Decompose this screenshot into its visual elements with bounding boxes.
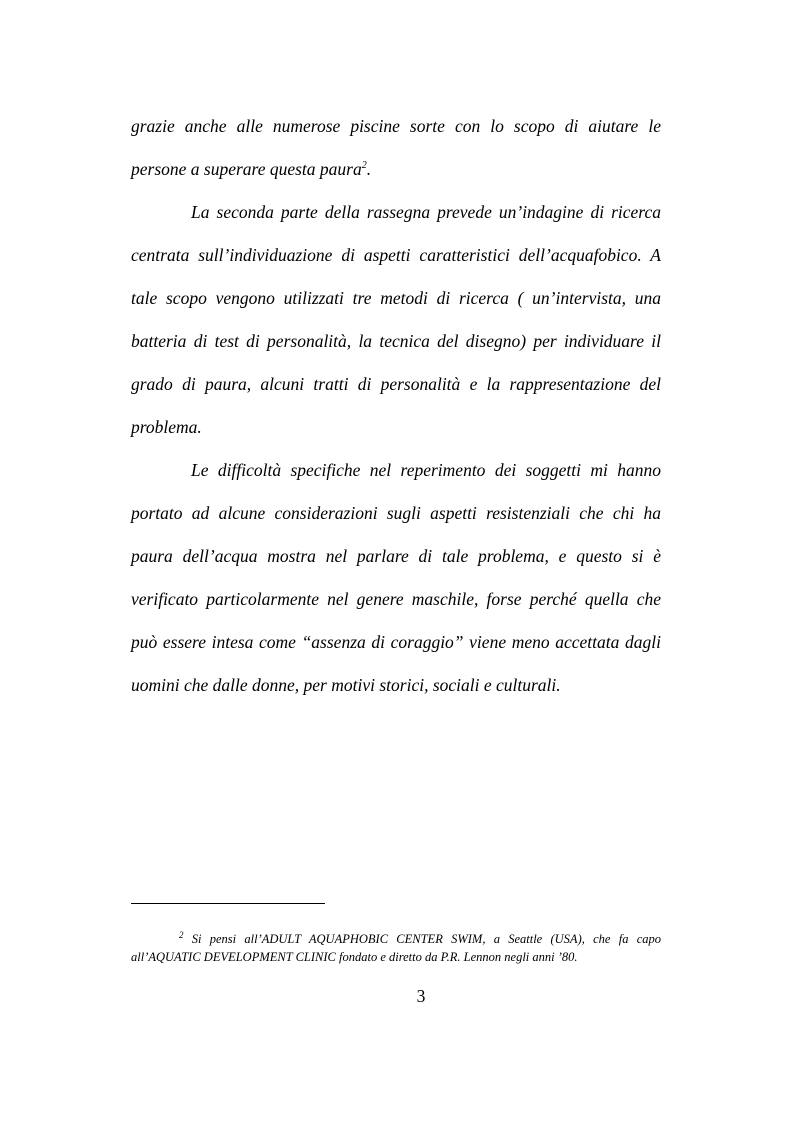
footnote-mark: 2 bbox=[179, 929, 184, 940]
footnote-separator bbox=[131, 903, 325, 904]
body-text bbox=[131, 105, 661, 707]
paragraph-1-line-2 bbox=[131, 148, 661, 191]
paragraph-1-period: . bbox=[366, 159, 372, 179]
paragraph-1-line-1: grazie anche alle numerose piscine sorte con lo scopo di aiutare le bbox=[131, 116, 661, 136]
paragraph-3: Le difficoltà specifiche nel reperimento dei soggetti mi hanno portato ad alcune considerazioni sugli aspetti resistenziali che chi ha paura dell’acqua mostra nel parlare di tale problema, e questo si è verificato particolarmente nel genere maschile, forse perché quella che può essere intesa come “assenza di coraggio” viene meno accettata dagli uomini che dalle donne, per motivi storici, sociali e culturali. bbox=[131, 460, 661, 695]
footnote-reference: 2 bbox=[361, 160, 367, 172]
page-number: 3 bbox=[416, 986, 426, 1006]
footnote-text: Si pensi all’ADULT AQUAPHOBIC CENTER SWIM, a Seattle (USA), che fa capo all’AQUATIC DEVELOPMENT CLINIC fondato e diretto da P.R. Lennon negli anni ’80. bbox=[131, 932, 661, 964]
footnote bbox=[131, 930, 661, 966]
paragraph-2: La seconda parte della rassegna prevede un’indagine di ricerca centrata sull’individuazione di aspetti caratteristici dell’acquafobico. A tale scopo vengono utilizzati tre metodi di ricerca ( un’intervista, una batteria di test di personalità, la tecnica del disegno) per individuare il grado di paura, alcuni tratti di personalità e la rappresentazione del problema. bbox=[131, 202, 661, 437]
paragraph-1-text: persone a superare questa paura bbox=[131, 159, 362, 179]
